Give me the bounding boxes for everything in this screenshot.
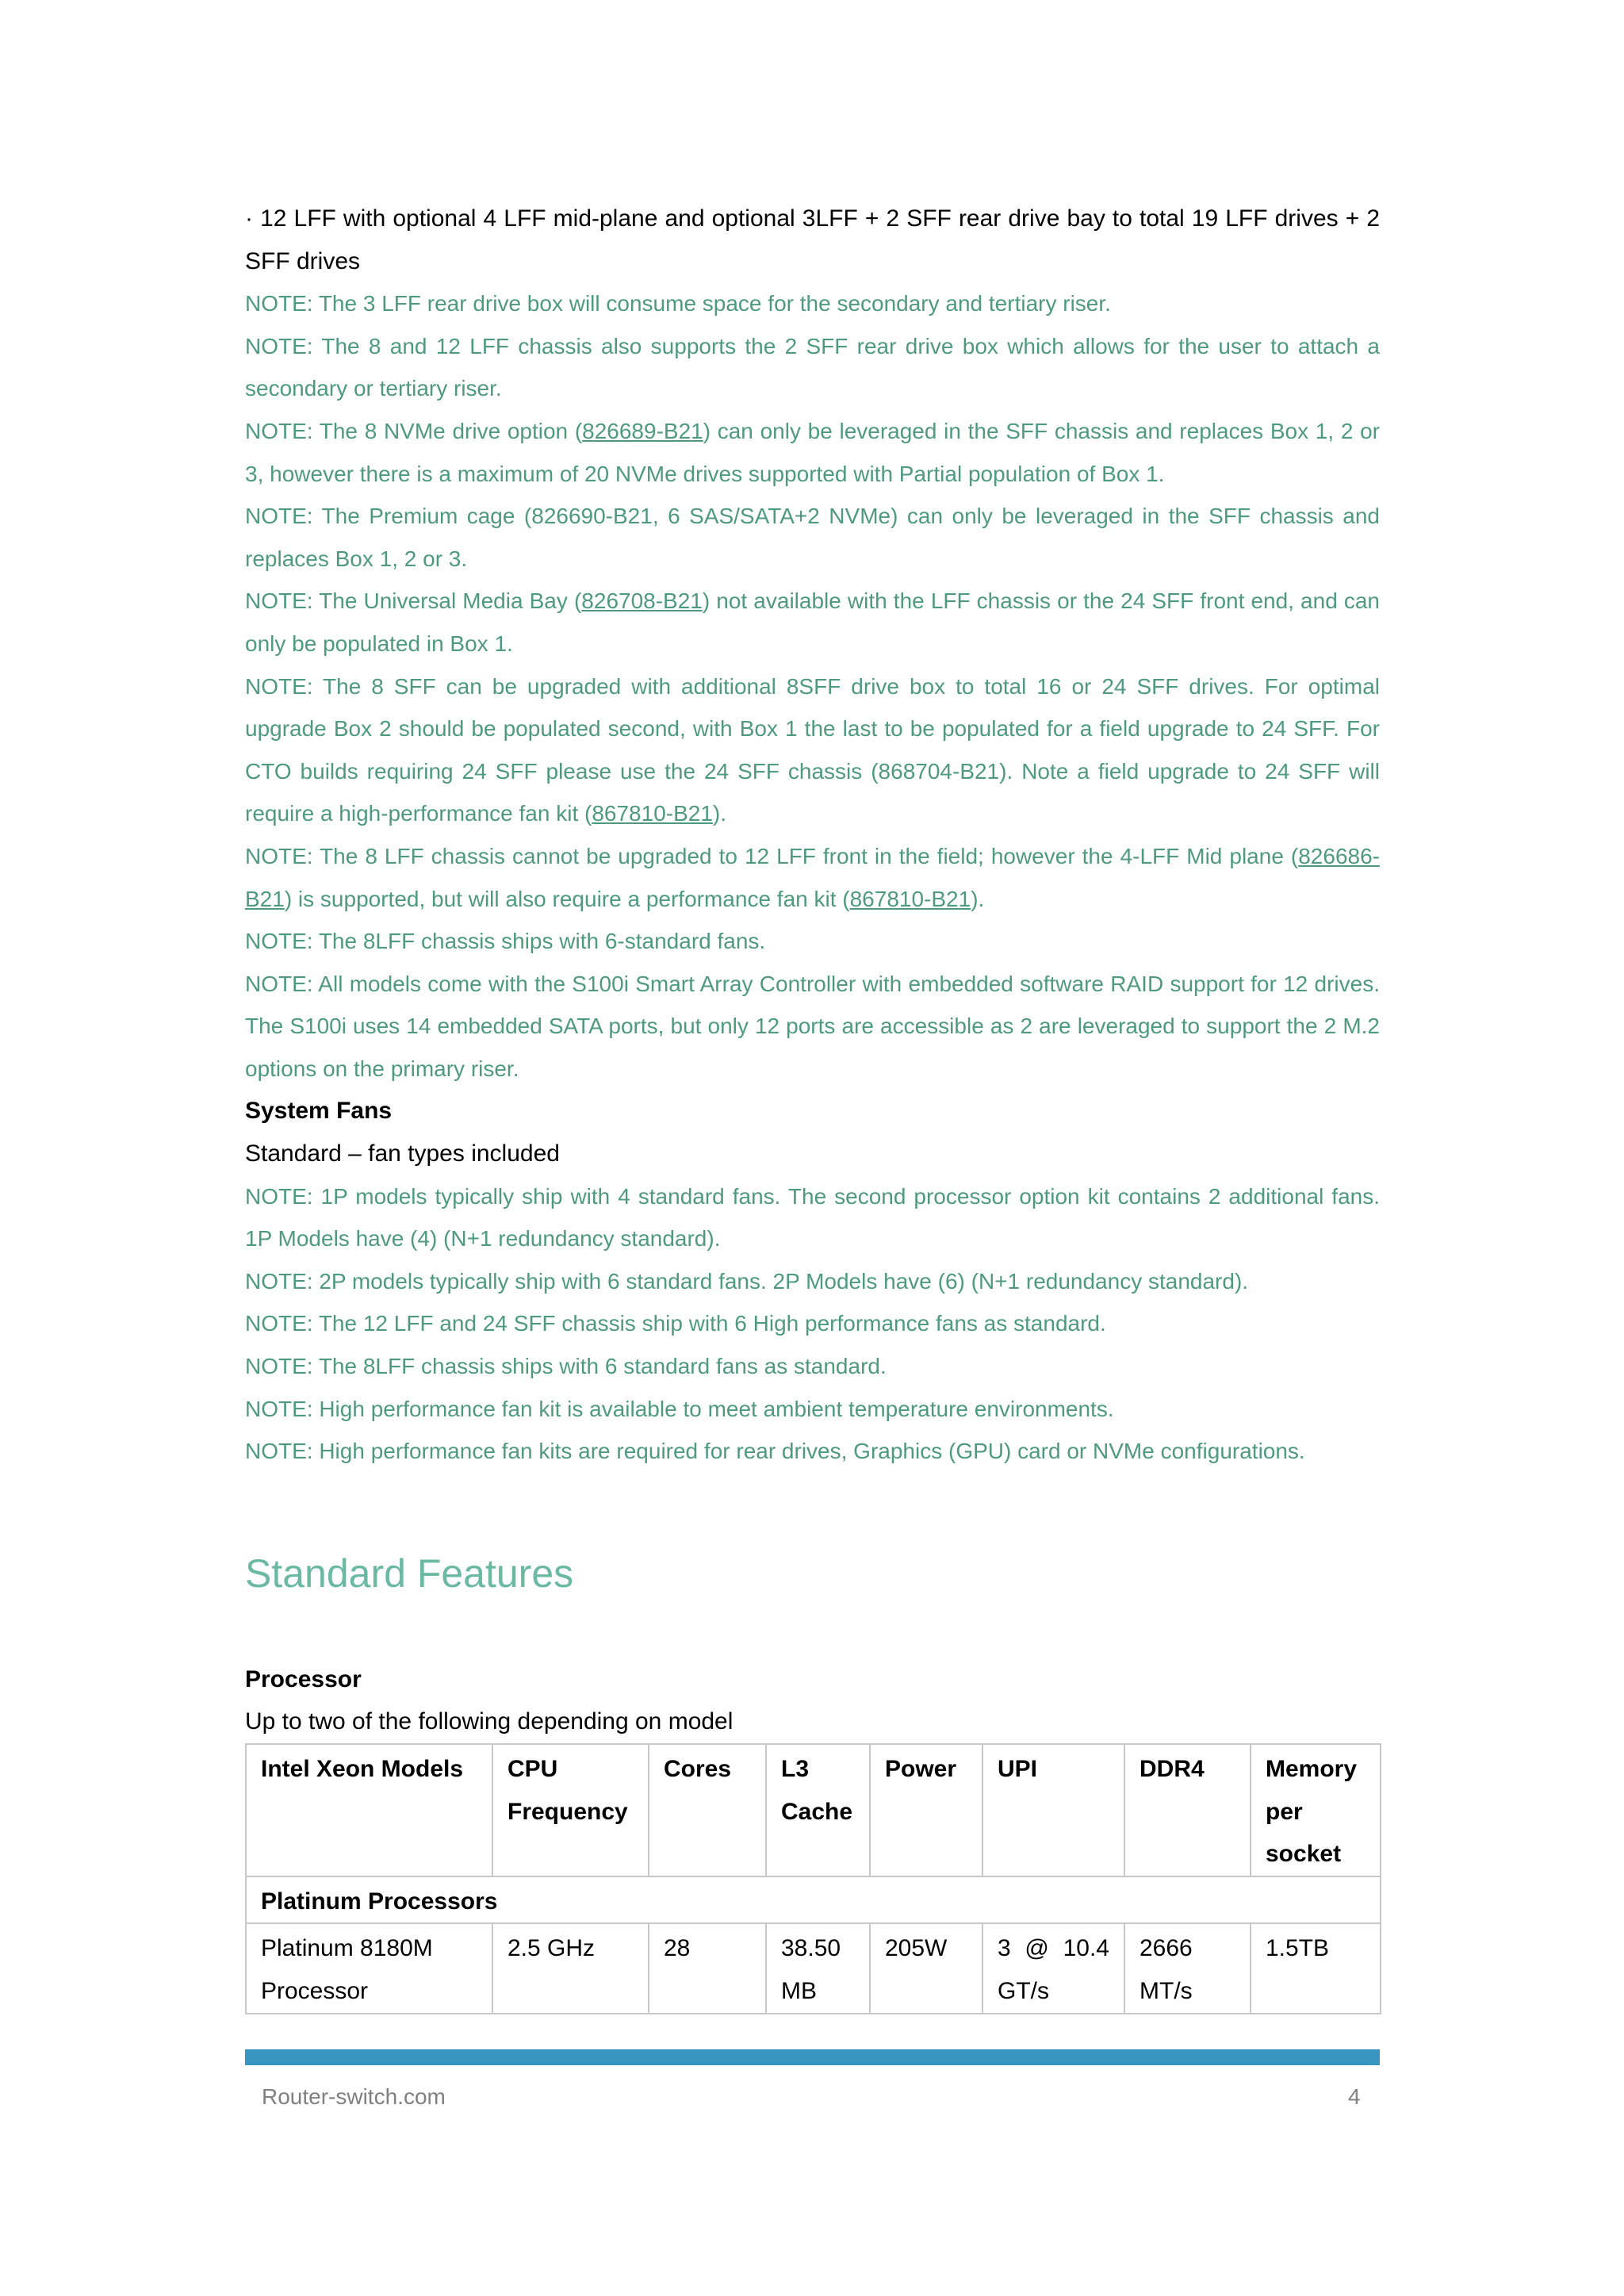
note-text: NOTE: High performance fan kits are required for rear drives, Graphics (GPU) card or NVMe configurations. [245,1439,1305,1464]
note-text: NOTE: 1P models typically ship with 4 standard fans. The second processor option kit contains 2 additional fans. 1P Models have (4) (N+1 redundancy standard). [245,1183,1380,1251]
note-text: NOTE: The 8 SFF can be upgraded with additional 8SFF drive box to total 16 or 24 SFF drives. For optimal upgrade Box 2 should be populated second, with Box 1 the last to be populated for a field upgrade to 24 SFF. For CTO builds requiring 24 SFF please use the 24 SFF chassis (868704-B21). Note a field upgrade to 24 SFF will require a high-performance fan kit ( [245,673,1380,826]
note-text: NOTE: The 8LFF chassis ships with 6 standard fans as standard. [245,1354,887,1379]
note-text: NOTE: The 8LFF chassis ships with 6-standard fans. [245,929,766,954]
note-paragraph [245,580,1380,665]
footer-site: Router-switch.com [262,2084,446,2109]
note-text: NOTE: The 8 LFF chassis cannot be upgraded to 12 LFF front in the field; however the 4-LFF Mid plane ( [245,843,1299,868]
drive-notes [245,282,1380,1090]
column-header: Power [870,1744,982,1876]
table-header-row [246,1744,1381,1876]
section-title: Standard Features [245,1550,574,1596]
note-text: NOTE: All models come with the S100i Smart Array Controller with embedded software RAID support for 12 drives. The S100i uses 14 embedded SATA ports, but only 12 ports are accessible as 2 are leveraged to support the 2 M.2 options on the primary riser. [245,971,1380,1081]
table-cell: 2.5 GHz [492,1923,649,2013]
table-cell: 1.5TB [1251,1923,1381,2013]
table-cell: 3 @ 10.4 GT/s [982,1923,1124,2013]
table-group-row [246,1876,1381,1924]
table-cell: 205W [870,1923,982,2013]
column-header: Intel Xeon Models [246,1744,492,1876]
note-text: ) is supported, but will also require a performance fan kit ( [284,886,850,911]
part-number-link[interactable]: 826689-B21 [582,418,703,443]
column-header: UPI [982,1744,1124,1876]
note-paragraph [245,920,1380,963]
note-paragraph [245,835,1380,920]
note-text: NOTE: The 8 and 12 LFF chassis also supports the 2 SFF rear drive box which allows for the user to attach a secondary or tertiary riser. [245,333,1380,401]
note-paragraph [245,1345,1380,1388]
note-paragraph [245,1430,1380,1473]
column-header: CPU Frequency [492,1744,649,1876]
note-text: ). [971,886,985,911]
part-number-link[interactable]: 867810-B21 [849,886,971,911]
column-header: Cores [649,1744,766,1876]
fans-subtitle: Standard – fan types included [245,1140,560,1167]
note-text: NOTE: The Universal Media Bay ( [245,588,582,614]
note-paragraph [245,410,1380,495]
table-cell: Platinum 8180M Processor [246,1923,492,2013]
note-paragraph [245,495,1380,580]
note-text: NOTE: The Premium cage (826690-B21, 6 SAS/SATA+2 NVMe) can only be leveraged in the SFF chassis and replaces Box 1, 2 or 3. [245,504,1380,571]
note-paragraph [245,1260,1380,1303]
footer-bar [245,2049,1380,2065]
page-content [245,197,1380,2014]
table-cell: 38.50 MB [766,1923,870,2013]
part-number-link[interactable]: 867810-B21 [592,801,713,826]
note-paragraph [245,963,1380,1091]
note-text: ) can only be leveraged in the SFF chassis and replaces Box 1, 2 or 3, however there is a maximum of 20 NVMe drives supported with Partial population of Box 1. [245,418,1380,486]
part-number-link[interactable]: 826708-B21 [581,588,703,614]
table-cell: 2666 MT/s [1124,1923,1251,2013]
note-text: ). [712,801,727,826]
note-paragraph [245,1388,1380,1431]
fan-notes [245,1175,1380,1473]
table-group-label: Platinum Processors [246,1876,1381,1924]
table-cell: 28 [649,1923,766,2013]
note-text: ) not available with the LFF chassis or the 24 SFF front end, and can only be populated in Box 1. [245,588,1381,656]
note-paragraph [245,325,1380,410]
column-header: Memory per socket [1251,1744,1381,1876]
note-paragraph [245,282,1380,325]
note-text: NOTE: 2P models typically ship with 6 standard fans. 2P Models have (6) (N+1 redundancy standard). [245,1268,1249,1294]
note-text: NOTE: The 12 LFF and 24 SFF chassis ship with 6 High performance fans as standard. [245,1311,1106,1336]
note-paragraph [245,1175,1380,1260]
processor-heading: Processor [245,1665,362,1692]
note-paragraph [245,665,1380,835]
column-header: DDR4 [1124,1744,1251,1876]
bullet-text: · 12 LFF with optional 4 LFF mid-plane and optional 3LFF + 2 SFF rear drive bay to total 19 LFF drives + 2 SFF drives [245,205,1380,274]
table-row [246,1923,1381,2013]
note-text: NOTE: The 3 LFF rear drive box will consume space for the secondary and tertiary riser. [245,291,1111,316]
part-number-link[interactable]: 826686-B21 [245,843,1380,911]
processor-subtitle: Up to two of the following depending on model [245,1708,733,1735]
fans-heading: System Fans [245,1098,393,1125]
footer-page-number: 4 [1348,2084,1361,2109]
note-text: NOTE: The 8 NVMe drive option ( [245,418,583,443]
note-paragraph [245,1302,1380,1345]
column-header: L3 Cache [766,1744,870,1876]
note-text: NOTE: High performance fan kit is available to meet ambient temperature environments. [245,1396,1114,1421]
processor-table [245,1743,1381,2014]
